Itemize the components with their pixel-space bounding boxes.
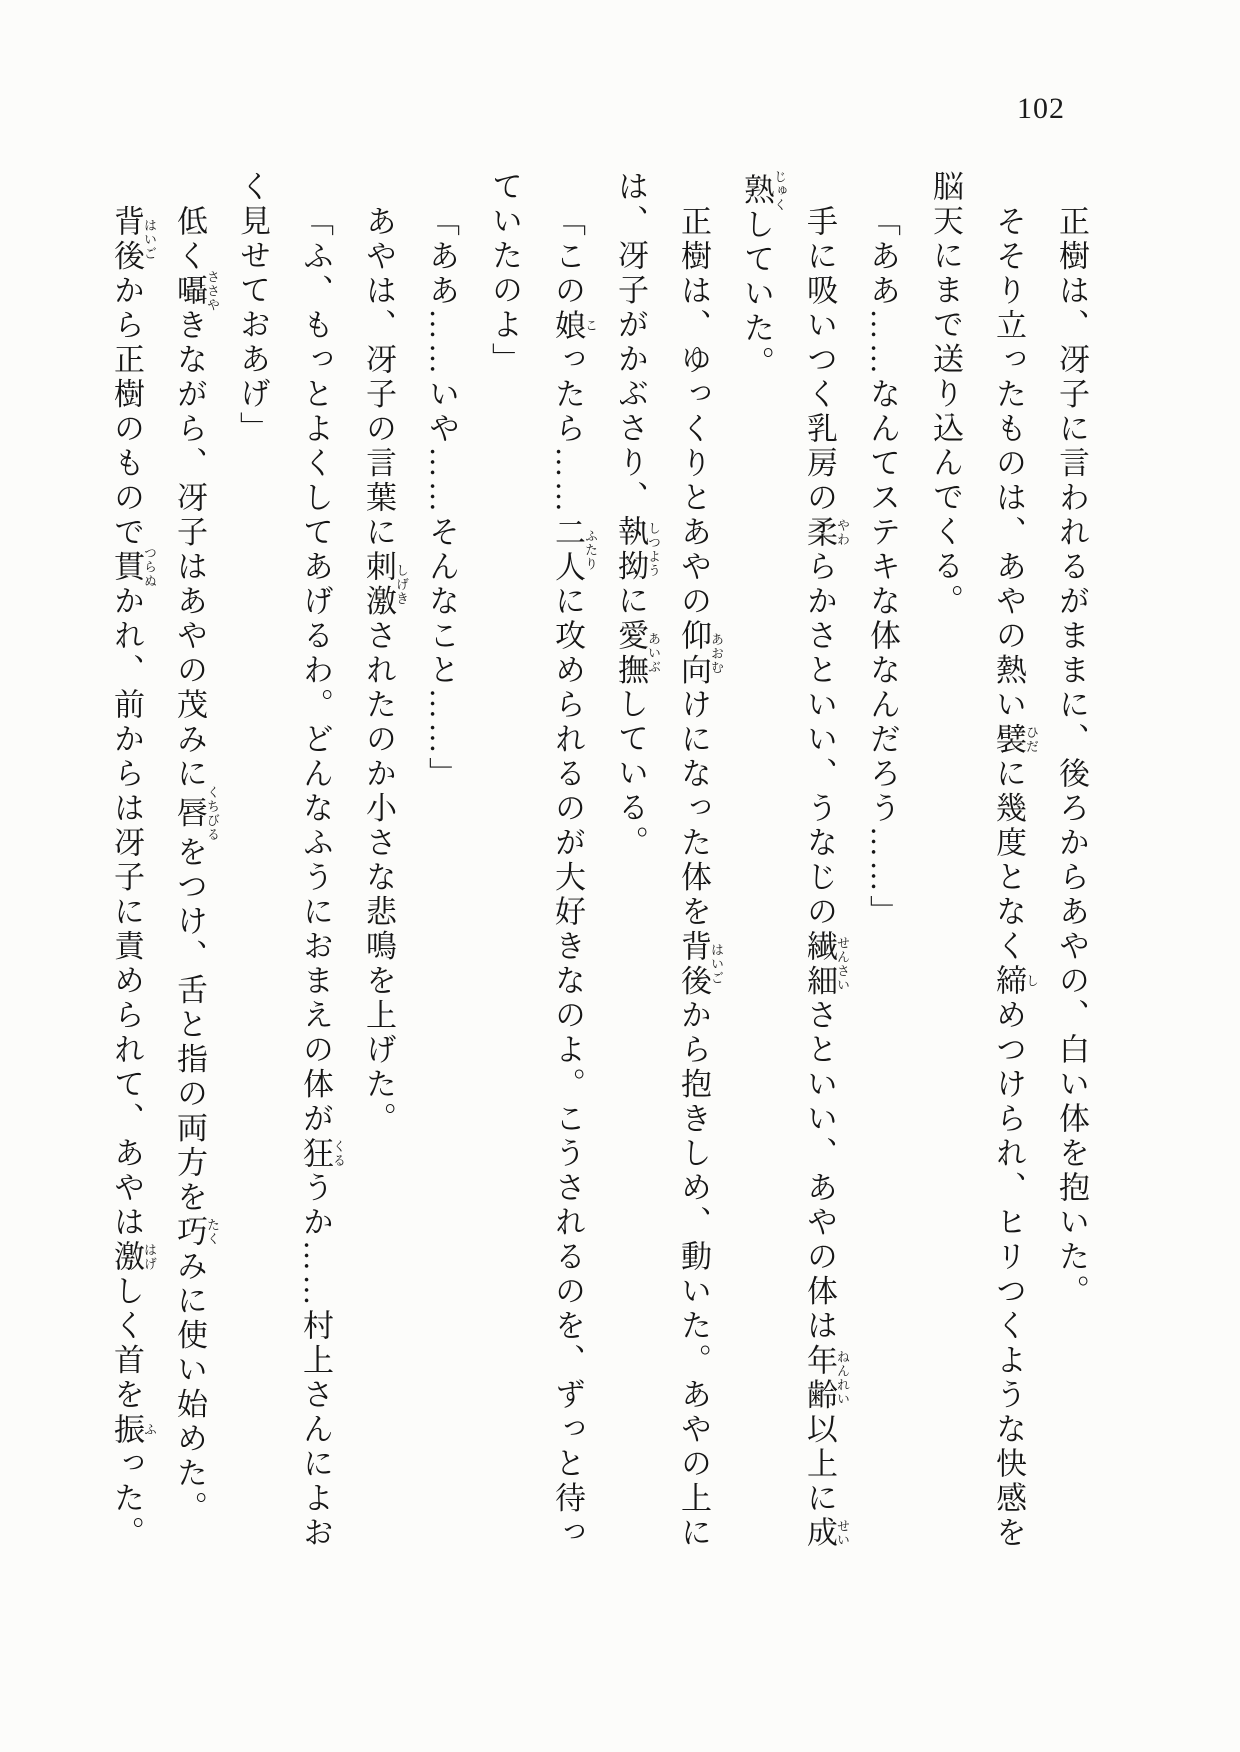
furigana-annotated-word: 唇くちびる — [172, 785, 220, 842]
text-column-15: 低く囁ささやきながら、冴子はあやの茂みに唇くちびるをつけ、舌と指の両方を巧たくみに使い始めた。 — [172, 205, 220, 1526]
text-column-9: 「この娘こったら……二人ふたりに攻められるのが大好きなのよ。こうされるのを、ずっと待っ — [550, 205, 598, 1551]
furigana-annotated-word: 執拗しつよう — [613, 515, 661, 584]
text-column-6: 熟じゅくしていた。 — [739, 170, 787, 381]
text-column-7: 正樹は、ゆっくりとあやの仰向あおむけになった体を背後はいごから抱きしめ、動いた。あやの上に — [676, 205, 724, 1551]
furigana-annotated-word: 柔やわ — [802, 515, 850, 550]
page-number: 102 — [1017, 92, 1065, 125]
furigana-annotated-word: 狂くる — [298, 1136, 346, 1171]
vertical-text-area — [95, 170, 1103, 1570]
furigana-annotated-word: 振ふ — [109, 1412, 157, 1447]
furigana-annotated-word: 背後はいご — [676, 929, 724, 999]
furigana-annotated-word: 愛撫あいぶ — [613, 618, 661, 688]
text-column-13: 「ふ、もっとよくしてあげるわ。どんなふうにおまえの体が狂くるうか……村上さんによお — [298, 205, 346, 1551]
text-column-11: 「ああ……いや……そんなこと……」 — [424, 205, 459, 792]
furigana-annotated-word: 年齢ねんれい — [802, 1343, 850, 1413]
text-column-1: 正樹は、冴子に言われるがままに、後ろからあやの、白い体を抱いた。 — [1054, 205, 1089, 1309]
furigana-annotated-word: 襞ひだ — [991, 722, 1039, 757]
furigana-annotated-word: 仰向あおむ — [676, 619, 724, 688]
text-column-4: 「ああ……なんてステキな体なんだろう……」 — [865, 205, 900, 930]
furigana-annotated-word: 背後はいご — [109, 205, 157, 274]
text-column-2: そそり立ったものは、あやの熱い襞ひだに幾度となく締しめつけられ、ヒリつくような快感を — [991, 205, 1039, 1551]
text-column-16: 背後はいごから正樹のもので貫つらぬかれ、前からは冴子に責められて、あやは激はげしく首を振ふった。 — [109, 205, 157, 1551]
furigana-annotated-word: 二人ふたり — [550, 515, 598, 585]
furigana-annotated-word: 巧たく — [172, 1215, 220, 1250]
text-column-5: 手に吸いつく乳房の柔やわらかさといい、うなじの繊細せんさいさといい、あやの体は年齢ねんれい以上に成せい — [802, 205, 850, 1551]
furigana-annotated-word: 囁ささや — [172, 270, 220, 313]
text-column-8: は、冴子がかぶさり、執拗しつように愛撫あいぶしている。 — [613, 170, 661, 860]
furigana-annotated-word: 熟じゅく — [739, 170, 787, 212]
text-column-3: 脳天にまで送り込んでくる。 — [928, 170, 963, 619]
furigana-annotated-word: 貫つらぬ — [109, 546, 157, 589]
furigana-annotated-word: 繊細せんさい — [802, 929, 850, 999]
furigana-annotated-word: 娘こ — [550, 308, 598, 343]
text-column-12: あやは、冴子の言葉に刺激しげきされたのか小さな悲鳴を上げた。 — [361, 205, 409, 1137]
text-column-14: く見せておあげ」 — [235, 170, 270, 446]
furigana-annotated-word: 締し — [991, 964, 1039, 999]
text-column-10: ていたのよ」 — [487, 170, 522, 377]
furigana-annotated-word: 刺激しげき — [361, 550, 409, 619]
furigana-annotated-word: 激はげ — [109, 1240, 157, 1275]
furigana-annotated-word: 成せい — [802, 1516, 850, 1551]
